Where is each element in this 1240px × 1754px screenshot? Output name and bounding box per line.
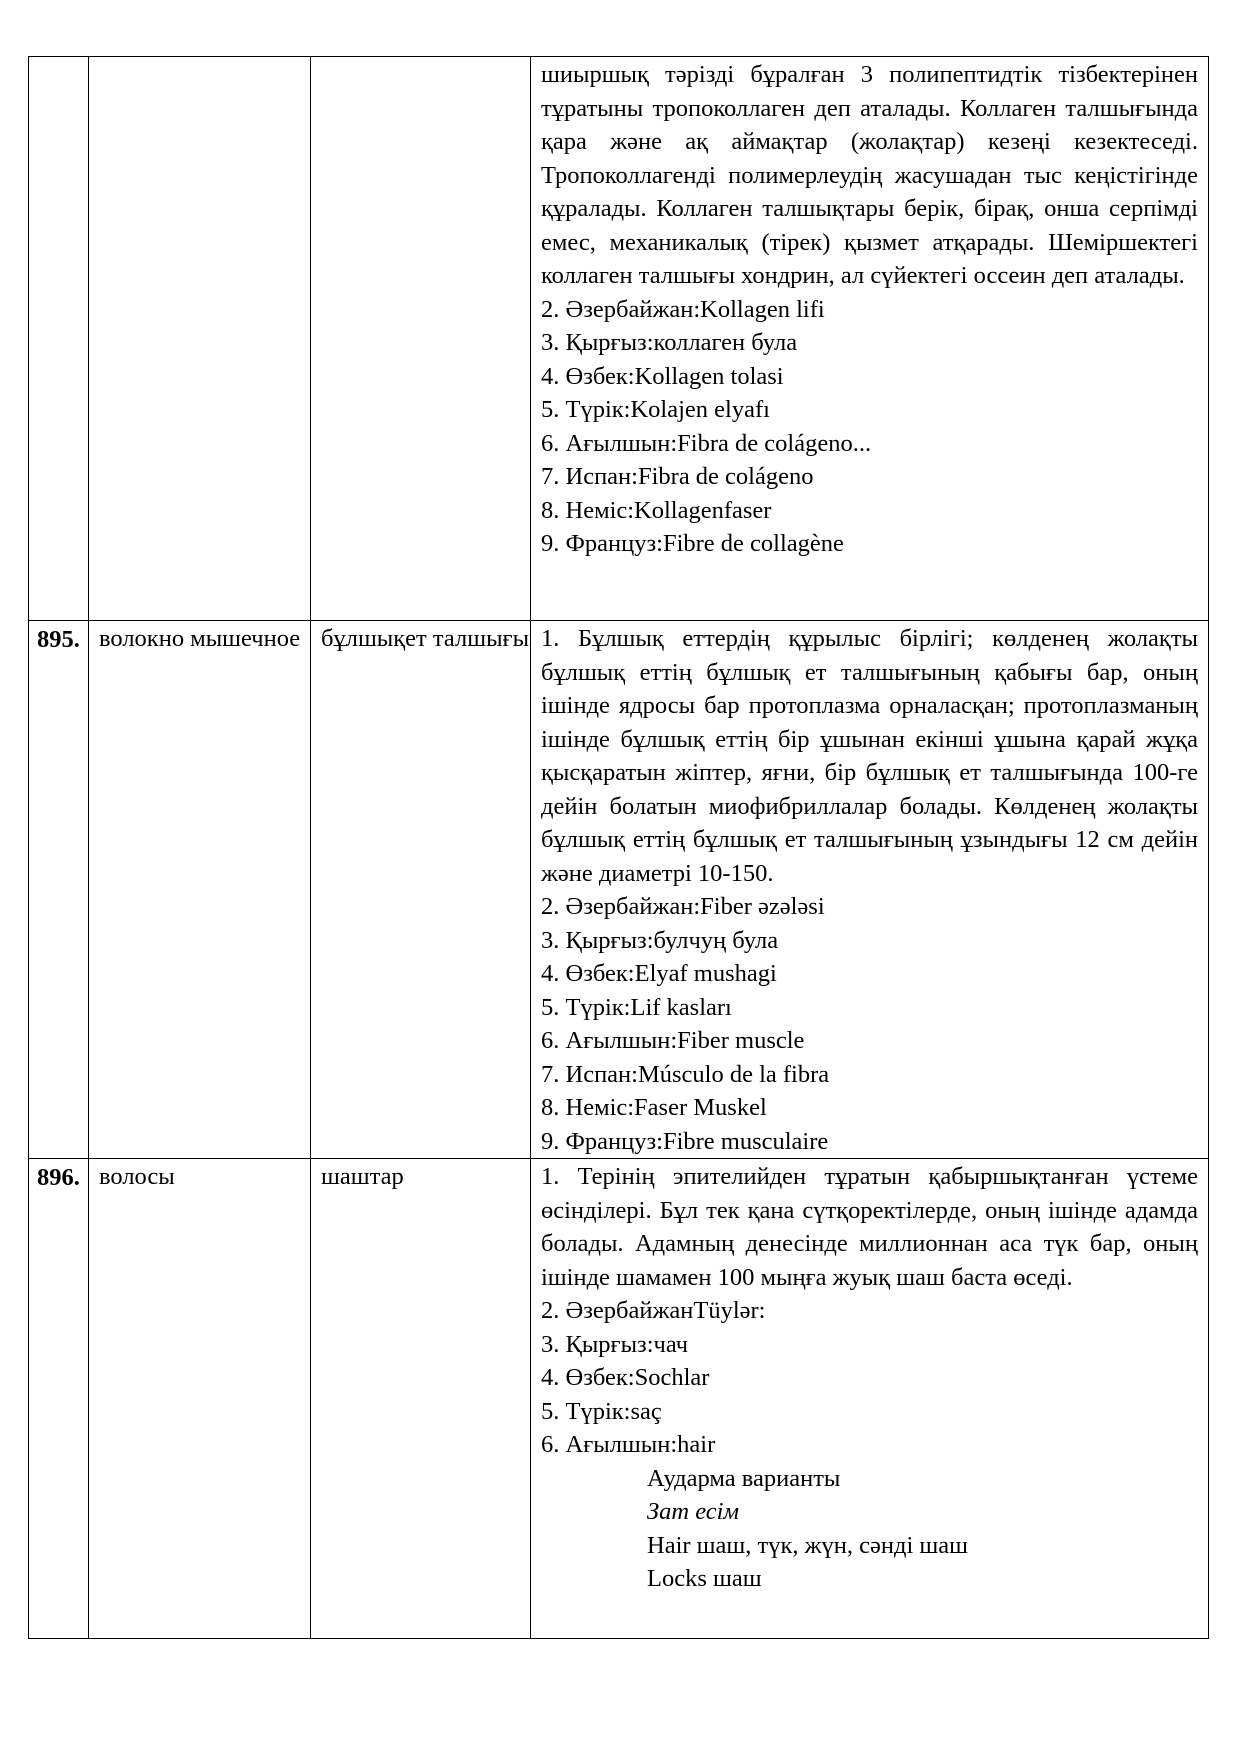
translation-line: 3. Қырғыз:булчуң була	[541, 926, 779, 954]
translation-line: 2. ӘзербайжанTüylər:	[541, 1297, 766, 1324]
definition-cell	[531, 1159, 1209, 1639]
translation-line: 5. Түрік:saç	[541, 1397, 662, 1425]
translation-line: 8. Неміс:Faser Muskel	[541, 1094, 767, 1121]
translation-line: 4. Өзбек:Kollagen tolasi	[541, 362, 784, 390]
translation-line: 9. Француз:Fibre de collagène	[541, 530, 844, 557]
translation-line: 6. Ағылшын:Fiber muscle	[541, 1027, 805, 1054]
definition-text: 1. Бұлшық еттердің құрылыс бірлігі; көлденең жолақты бұлшық еттің бұлшық ет талшығының қабығы бар, оның ішінде ядросы бар протоплазма орналасқан; протоплазманың ішінде бұлшық еттің бір ұшынан екінші ұшына қарай жұқа қысқаратын жіптер, яғни, бір бұлшық ет талшығында 100-ге дейін болатын миофибриллалар болады. Көлденең жолақты бұлшық еттің бұлшық ет талшығының ұзындығы 12 см дейін және диаметрі 10-150.	[541, 625, 1198, 887]
translation-line: 6. Ағылшын:hair	[541, 1431, 716, 1458]
translation-line: 9. Француз:Fibre musculaire	[541, 1127, 829, 1155]
dictionary-table	[28, 56, 1209, 1639]
translation-variants-heading: Аударма варианты	[647, 1464, 841, 1492]
translation-line: 8. Неміс:Kollagenfaser	[541, 496, 772, 524]
translation-line: 5. Түрік:Kolajen elyafı	[541, 396, 770, 423]
entry-number	[29, 57, 89, 621]
table-row	[29, 621, 1209, 1159]
translation-line: 7. Испан:Músculo de la fibra	[541, 1060, 830, 1088]
translation-line: 4. Өзбек:Elyaf mushagi	[541, 960, 777, 987]
translation-line: 4. Өзбек:Sochlar	[541, 1364, 710, 1391]
entry-number: 896.	[29, 1159, 89, 1639]
translation-line: 3. Қырғыз:чач	[541, 1330, 689, 1358]
definition-cell	[531, 621, 1209, 1159]
kazakh-term: шаштар	[311, 1159, 531, 1639]
russian-term: волосы	[89, 1159, 311, 1639]
definition-cell	[531, 57, 1209, 621]
part-of-speech-label: Зат есім	[647, 1498, 740, 1525]
translation-line: 7. Испан:Fibra de colágeno	[541, 463, 814, 490]
table-row	[29, 57, 1209, 621]
kazakh-term	[311, 57, 531, 621]
definition-text: 1. Терінің эпителийден тұратын қабыршықтанған үстеме өсінділері. Бұл тек қана сүтқоректілерде, оның ішінде адамда болады. Адамның денесінде миллионнан аса түк бар, оның ішінде шамамен 100 мыңға жуық шаш баста өседі.	[541, 1163, 1198, 1291]
entry-number: 895.	[29, 621, 89, 1159]
definition-text: шиыршық тәрізді бұралған 3 полипептидтік тізбектерінен тұратыны тропоколлаген деп аталады. Коллаген талшығында қара және ақ аймақтар (жолақтар) кезеңі кезектеседі. Тропоколлагенді полимерлеудің жасушадан тыс кеңістігінде құралады. Коллаген талшықтары берік, бірақ, онша серпімді емес, механикалық (тірек) қызмет атқарады. Шеміршектегі коллаген талшығы хондрин, ал сүйектегі оссеин деп аталады.	[541, 61, 1198, 289]
variant-line: Locks шаш	[647, 1565, 762, 1592]
translation-line: 2. Әзербайжан:Kollagen lifi	[541, 295, 825, 323]
translation-line: 6. Ағылшын:Fibra de colágeno...	[541, 429, 872, 457]
kazakh-term: бұлшықет талшығы	[311, 621, 531, 1159]
translation-line: 3. Қырғыз:коллаген була	[541, 329, 798, 356]
translation-line: 5. Түрік:Lif kasları	[541, 993, 732, 1021]
translation-line: 2. Әзербайжан:Fiber əzələsi	[541, 893, 825, 920]
russian-term: волокно мышечное	[89, 621, 311, 1159]
table-row	[29, 1159, 1209, 1639]
variant-line: Hair шаш, түк, жүн, сәнді шаш	[647, 1531, 969, 1559]
russian-term	[89, 57, 311, 621]
